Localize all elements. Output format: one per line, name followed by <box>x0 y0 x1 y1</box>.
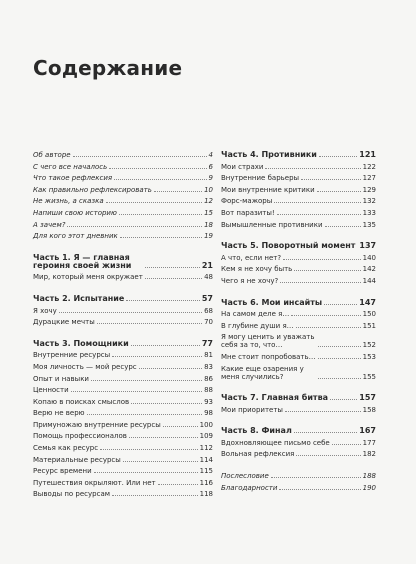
toc-entry[interactable] <box>33 444 213 452</box>
toc-entry-title: Примуножаю внутренние ресурсы <box>33 420 161 429</box>
toc-leader-dots <box>97 323 202 324</box>
toc-page-number: 132 <box>362 197 376 206</box>
toc-entry-title: Мои страхи <box>221 162 264 171</box>
toc-leader-dots <box>332 444 361 445</box>
toc-page-number: 109 <box>199 432 213 441</box>
toc-leader-dots <box>114 179 206 180</box>
toc-page-number: 116 <box>199 478 213 487</box>
toc-entry[interactable] <box>33 221 213 229</box>
toc-leader-dots <box>59 312 202 313</box>
toc-entry-title: Не жизнь, а сказка <box>33 197 104 206</box>
toc-leader-dots <box>283 259 361 260</box>
toc-entry[interactable] <box>221 439 376 447</box>
toc-page-number: 100 <box>199 420 213 429</box>
toc-entry-title: Благодарности <box>221 483 278 492</box>
toc-leader-dots <box>145 278 202 279</box>
toc-entry-title: Я хочу <box>33 306 57 315</box>
toc-leader-dots <box>131 403 202 404</box>
toc-page-number: 83 <box>204 362 213 371</box>
toc-page-number: 140 <box>362 253 376 262</box>
toc-page-number: 177 <box>362 438 376 447</box>
toc-entry[interactable] <box>221 365 376 381</box>
toc-page-number: 144 <box>362 276 376 285</box>
toc-entry-title: Какие еще озарения у меня случились? <box>221 364 304 381</box>
toc-page-number: 188 <box>362 472 376 481</box>
toc-entry-title: Что такое рефлексия <box>33 174 113 183</box>
toc-entry-title: Как правильно рефлексировать <box>33 185 152 194</box>
toc-entry[interactable] <box>33 186 213 194</box>
toc-entry-title: Мир, который меня окружает <box>33 273 143 282</box>
toc-page-number: 150 <box>362 310 376 319</box>
toc-leader-dots <box>318 358 361 359</box>
toc-entry-title: Послесловие <box>221 472 269 481</box>
toc-entry[interactable] <box>221 186 376 194</box>
toc-leader-dots <box>87 414 203 415</box>
toc-part-entry[interactable] <box>221 427 376 435</box>
toc-entry[interactable] <box>33 386 213 394</box>
toc-entry[interactable] <box>33 197 213 205</box>
toc-page-number: 157 <box>359 393 376 403</box>
toc-entry[interactable] <box>33 363 213 371</box>
toc-page-number: 129 <box>362 185 376 194</box>
toc-entry-title: Выводы по ресурсам <box>33 490 111 499</box>
toc-page-number: 15 <box>204 208 213 217</box>
toc-page-number: 70 <box>204 318 213 327</box>
toc-leader-dots <box>100 449 198 450</box>
toc-leader-dots <box>324 304 357 305</box>
toc-leader-dots <box>265 168 360 169</box>
toc-leader-dots <box>277 214 361 215</box>
toc-entry-title: Часть 5. Поворотный момент <box>221 241 356 251</box>
toc-entry-title: Копаю в поисках смыслов <box>33 397 130 406</box>
toc-entry[interactable] <box>33 151 213 159</box>
toc-entry[interactable] <box>33 398 213 406</box>
toc-leader-dots <box>274 202 360 203</box>
toc-leader-dots <box>112 356 202 357</box>
toc-entry-title: Помощь профессионалов <box>33 432 127 441</box>
toc-entry[interactable] <box>33 375 213 383</box>
toc-leader-dots <box>285 411 361 412</box>
toc-entry-title: Вольная рефлексия <box>221 450 295 459</box>
toc-page-number: 18 <box>204 220 213 229</box>
toc-entry-title: Часть 1. Я — главная героиня своей жизни <box>33 252 132 270</box>
toc-entry[interactable] <box>221 472 376 480</box>
toc-entry[interactable] <box>221 254 376 262</box>
toc-leader-dots <box>106 202 202 203</box>
toc-entry[interactable] <box>221 333 376 349</box>
toc-entry-title: Часть 3. Помощники <box>33 338 129 348</box>
toc-leader-dots <box>145 267 200 268</box>
toc-leader-dots <box>163 426 198 427</box>
toc-page-number: 115 <box>199 467 213 476</box>
toc-page-number: 137 <box>359 241 377 251</box>
toc-entry-title: Напиши свою историю <box>33 208 117 217</box>
toc-entry[interactable] <box>221 197 376 205</box>
toc-page-number: 135 <box>362 220 376 229</box>
page-title: Содержание <box>33 56 183 80</box>
toc-entry-title: Материальные ресурсы <box>33 455 121 464</box>
toc-entry-title: Чего я не хочу? <box>221 276 279 285</box>
toc-entry[interactable] <box>33 232 213 240</box>
toc-entry[interactable] <box>221 163 376 171</box>
toc-leader-dots <box>119 214 202 215</box>
toc-entry-title: Часть 6. Мои инсайты <box>221 297 323 307</box>
toc-leader-dots <box>318 378 361 379</box>
toc-entry-title: А что, если нет? <box>221 253 282 262</box>
toc-entry[interactable] <box>221 265 376 273</box>
toc-entry-title: А зачем? <box>33 220 66 229</box>
toc-entry[interactable] <box>33 432 213 440</box>
toc-page-number: 88 <box>204 386 213 395</box>
toc-entry[interactable] <box>33 273 213 281</box>
toc-entry-title: Вот паразиты! <box>221 208 275 217</box>
toc-entry[interactable] <box>33 174 213 182</box>
toc-entry[interactable] <box>33 409 213 417</box>
toc-leader-dots <box>318 346 361 347</box>
toc-entry[interactable] <box>221 310 376 318</box>
toc-entry-title: Вдохновляющее письмо себе <box>221 438 330 447</box>
toc-leader-dots <box>67 226 202 227</box>
toc-leader-dots <box>129 437 198 438</box>
toc-leader-dots <box>71 391 202 392</box>
toc-entry-title: Я могу ценить и уважать себя за то, что… <box>221 333 315 350</box>
toc-entry[interactable] <box>221 209 376 217</box>
toc-page-number: 4 <box>208 151 213 159</box>
toc-page-number: 98 <box>204 409 213 418</box>
toc-page-number: 151 <box>362 321 376 330</box>
toc-entry-title: На самом деле я… <box>221 310 290 319</box>
row-spacer <box>221 492 376 496</box>
toc-page-number: 147 <box>359 297 376 307</box>
toc-entry-title: Часть 4. Противники <box>221 150 317 159</box>
toc-leader-dots <box>73 156 207 157</box>
toc-leader-dots <box>294 432 357 433</box>
section-gap <box>221 462 376 472</box>
toc-entry-title: Часть 7. Главная битва <box>221 393 329 403</box>
toc-leader-dots <box>317 191 361 192</box>
toc-leader-dots <box>330 399 357 400</box>
toc-entry-title: Для кого этот дневник <box>33 232 118 241</box>
toc-page-number: 152 <box>362 341 376 350</box>
row-spacer <box>33 498 213 502</box>
toc-page-number: 48 <box>204 273 213 282</box>
toc-entry[interactable] <box>33 421 213 429</box>
toc-leader-dots <box>296 327 361 328</box>
toc-leader-dots <box>280 282 360 283</box>
toc-entry-title: Часть 2. Испытание <box>33 293 125 303</box>
toc-entry-title: Опыт и навыки <box>33 374 89 383</box>
toc-leader-dots <box>94 472 198 473</box>
toc-entry[interactable] <box>33 479 213 487</box>
toc-page-number: 190 <box>362 483 376 492</box>
toc-entry[interactable] <box>221 484 376 492</box>
toc-page-number: 158 <box>362 405 376 414</box>
toc-page-number: 112 <box>199 444 213 453</box>
toc-entry-title: Мои внутренние критики <box>221 185 315 194</box>
toc-page-number: 9 <box>208 174 213 183</box>
toc-page-number: 155 <box>362 372 376 381</box>
toc-entry-title: Ресурс времени <box>33 467 92 476</box>
toc-page-number: 21 <box>201 260 213 270</box>
toc-page-number: 127 <box>362 174 376 183</box>
toc-entry-title: Путешествия окрыляют. Или нет <box>33 478 156 487</box>
toc-page-number: 114 <box>199 455 213 464</box>
toc-entry[interactable] <box>33 456 213 464</box>
toc-part-entry[interactable] <box>221 299 376 307</box>
toc-leader-dots <box>109 168 206 169</box>
toc-leader-dots <box>154 191 202 192</box>
toc-page-number: 167 <box>359 426 376 436</box>
toc-leader-dots <box>158 484 198 485</box>
toc-entry-title: С чего все началось <box>33 162 108 171</box>
toc-entry[interactable] <box>33 209 213 217</box>
toc-page-number: 153 <box>362 352 376 361</box>
toc-page-number: 68 <box>204 306 213 315</box>
toc-page-number: 118 <box>199 490 213 499</box>
toc-entry[interactable] <box>33 467 213 475</box>
toc-entry-title: Форс-мажоры <box>221 197 273 206</box>
toc-page-number: 142 <box>362 265 376 274</box>
toc-part-entry[interactable] <box>33 340 213 348</box>
toc-entry[interactable] <box>33 490 213 498</box>
toc-leader-dots <box>319 156 357 157</box>
toc-entry-title: Об авторе <box>33 151 71 159</box>
toc-leader-dots <box>279 489 360 490</box>
toc-page-number: 122 <box>362 162 376 171</box>
toc-leader-dots <box>131 345 200 346</box>
toc-page-number: 182 <box>362 450 376 459</box>
toc-page-number: 19 <box>204 232 213 241</box>
toc-page-number: 12 <box>204 197 213 206</box>
toc-entry-title: В глубине души я… <box>221 321 294 330</box>
toc-leader-dots <box>325 226 361 227</box>
toc-entry[interactable] <box>33 318 213 326</box>
toc-entry[interactable] <box>221 353 376 361</box>
toc-page-number: 6 <box>208 162 213 171</box>
toc-entry[interactable] <box>221 450 376 458</box>
toc-leader-dots <box>271 477 361 478</box>
toc-entry-title: Кем я не хочу быть <box>221 265 293 274</box>
toc-leader-dots <box>294 270 360 271</box>
toc-page-number: 10 <box>204 185 213 194</box>
toc-entry-title: Часть 8. Финал <box>221 426 292 436</box>
toc-entry-title: Моя личность — мой ресурс <box>33 362 137 371</box>
toc-leader-dots <box>123 461 198 462</box>
toc-entry-title: Мне стоит попробовать… <box>221 352 316 361</box>
toc-leader-dots <box>126 300 200 301</box>
toc-leader-dots <box>112 495 198 496</box>
toc-leader-dots <box>120 237 202 238</box>
toc-part-entry[interactable] <box>33 295 213 303</box>
toc-page-number: 77 <box>201 338 213 348</box>
toc-entry[interactable] <box>221 174 376 182</box>
toc-entry[interactable] <box>221 221 376 229</box>
toc-page-number: 57 <box>201 293 213 303</box>
toc-entry[interactable] <box>33 351 213 359</box>
toc-leader-dots <box>139 368 202 369</box>
toc-page-number: 86 <box>204 374 213 383</box>
toc-leader-dots <box>301 179 361 180</box>
toc-page-number: 121 <box>359 150 376 159</box>
toc-entry[interactable] <box>221 406 376 414</box>
toc-entry-title: Семья как ресурс <box>33 444 99 453</box>
toc-leader-dots <box>296 455 360 456</box>
toc-page-number: 93 <box>204 397 213 406</box>
toc-part-entry[interactable] <box>221 151 376 159</box>
toc-entry[interactable] <box>33 307 213 315</box>
toc-page-number: 81 <box>204 351 213 360</box>
toc-entry[interactable] <box>221 322 376 330</box>
toc-entry-title: Внутренние барьеры <box>221 174 300 183</box>
toc-column-right <box>221 151 376 495</box>
toc-entry[interactable] <box>33 163 213 171</box>
toc-part-entry[interactable] <box>221 394 376 402</box>
toc-leader-dots <box>291 315 360 316</box>
toc-part-entry[interactable] <box>33 254 213 270</box>
toc-page-number: 133 <box>362 208 376 217</box>
toc-entry-title: Ценности <box>33 386 69 395</box>
toc-entry[interactable] <box>221 277 376 285</box>
toc-entry-title: Мои приоритеты <box>221 405 283 414</box>
toc-entry-title: Внутренние ресурсы <box>33 351 111 360</box>
toc-entry-title: Верю не верю <box>33 409 85 418</box>
toc-column-left <box>33 151 213 502</box>
toc-entry-title: Дурацкие мечты <box>33 318 95 327</box>
toc-leader-dots <box>91 380 202 381</box>
toc-part-entry[interactable] <box>221 242 376 250</box>
toc-entry-title: Вымышленные противники <box>221 220 323 229</box>
